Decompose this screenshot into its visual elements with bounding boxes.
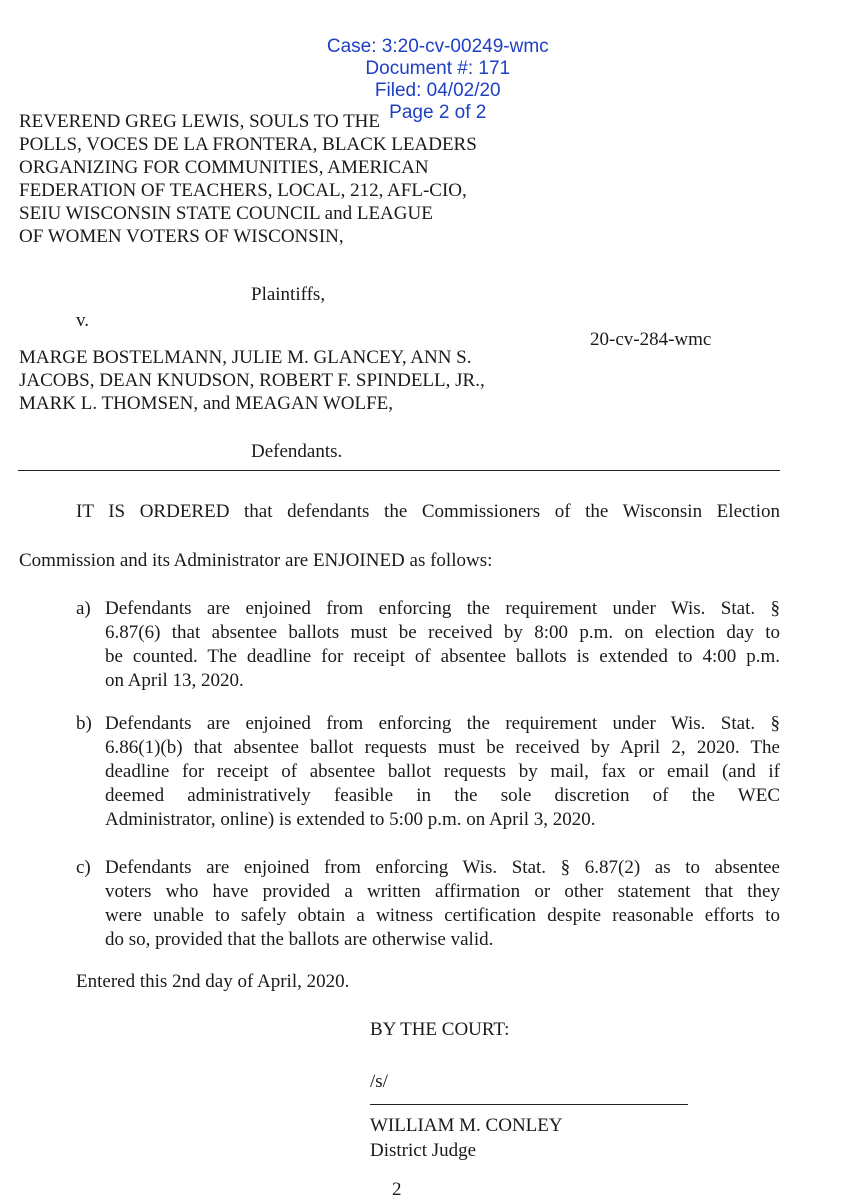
item-line: were unable to safely obtain a witness certification despite reasonable efforts to (105, 905, 780, 926)
caption-divider (18, 470, 780, 471)
case-number: 20-cv-284-wmc (590, 329, 712, 350)
entered-date: Entered this 2nd day of April, 2020. (76, 971, 350, 992)
item-line: 6.86(1)(b) that absentee ballot requests must be received by April 2, 2020. The (105, 737, 780, 758)
ecf-case-number: Case: 3:20-cv-00249-wmc (326, 36, 549, 57)
item-text (105, 856, 780, 952)
item-line: voters who have provided a written affirmation or other statement that they (105, 881, 780, 902)
plaintiffs-line: ORGANIZING FOR COMMUNITIES, AMERICAN (19, 157, 429, 178)
judge-name: WILLIAM M. CONLEY (370, 1115, 563, 1136)
plaintiffs-names (19, 110, 539, 248)
item-marker: b) (76, 713, 92, 734)
item-text (105, 712, 780, 832)
defendants-line: JACOBS, DEAN KNUDSON, ROBERT F. SPINDELL, JR., (19, 370, 485, 391)
order-intro-line-2: Commission and its Administrator are ENJOINED as follows: (19, 550, 493, 571)
plaintiffs-line: SEIU WISCONSIN STATE COUNCIL and LEAGUE (19, 203, 433, 224)
versus-label: v. (76, 310, 90, 331)
item-line: deemed administratively feasible in the sole discretion of the WEC (105, 785, 780, 806)
ecf-filed-date: Filed: 04/02/20 (374, 80, 501, 101)
plaintiffs-line: POLLS, VOCES DE LA FRONTERA, BLACK LEADERS (19, 134, 477, 155)
item-line: deadline for receipt of absentee ballot requests by mail, fax or email (and if (105, 761, 780, 782)
page-number: 2 (392, 1179, 402, 1200)
signature-mark: /s/ (370, 1071, 388, 1092)
item-line: do so, provided that the ballots are otherwise valid. (105, 929, 494, 950)
judge-title: District Judge (370, 1140, 477, 1161)
ecf-header (0, 14, 865, 124)
item-line: be counted. The deadline for receipt of absentee ballots is extended to 4:00 p.m. (105, 646, 780, 667)
defendants-line: MARK L. THOMSEN, and MEAGAN WOLFE, (19, 393, 394, 414)
item-line: Defendants are enjoined from enforcing the requirement under Wis. Stat. § (105, 713, 780, 734)
ecf-document-number: Document #: 171 (365, 58, 511, 79)
item-line: Administrator, online) is extended to 5:00 p.m. on April 3, 2020. (105, 809, 596, 830)
ecf-page-count: Page 2 of 2 (389, 102, 487, 123)
item-marker: c) (76, 857, 91, 878)
item-line: Defendants are enjoined from enforcing the requirement under Wis. Stat. § (105, 598, 780, 619)
plaintiffs-line: OF WOMEN VOTERS OF WISCONSIN, (19, 226, 344, 247)
plaintiffs-label: Plaintiffs, (251, 284, 326, 305)
item-marker: a) (76, 598, 91, 619)
order-intro-line-1: IT IS ORDERED that defendants the Commissioners of the Wisconsin Election (76, 501, 780, 522)
signature-line (370, 1104, 688, 1105)
plaintiffs-line: FEDERATION OF TEACHERS, LOCAL, 212, AFL-CIO, (19, 180, 467, 201)
plaintiffs-line: REVEREND GREG LEWIS, SOULS TO THE (19, 111, 380, 132)
defendants-names (19, 346, 579, 415)
item-line: on April 13, 2020. (105, 670, 244, 691)
item-text (105, 597, 780, 693)
item-line: Defendants are enjoined from enforcing Wis. Stat. § 6.87(2) as to absentee (105, 857, 780, 878)
defendants-line: MARGE BOSTELMANN, JULIE M. GLANCEY, ANN S. (19, 347, 472, 368)
item-line: 6.87(6) that absentee ballots must be received by 8:00 p.m. on election day to (105, 622, 780, 643)
by-the-court: BY THE COURT: (370, 1019, 510, 1040)
defendants-label: Defendants. (251, 441, 343, 462)
